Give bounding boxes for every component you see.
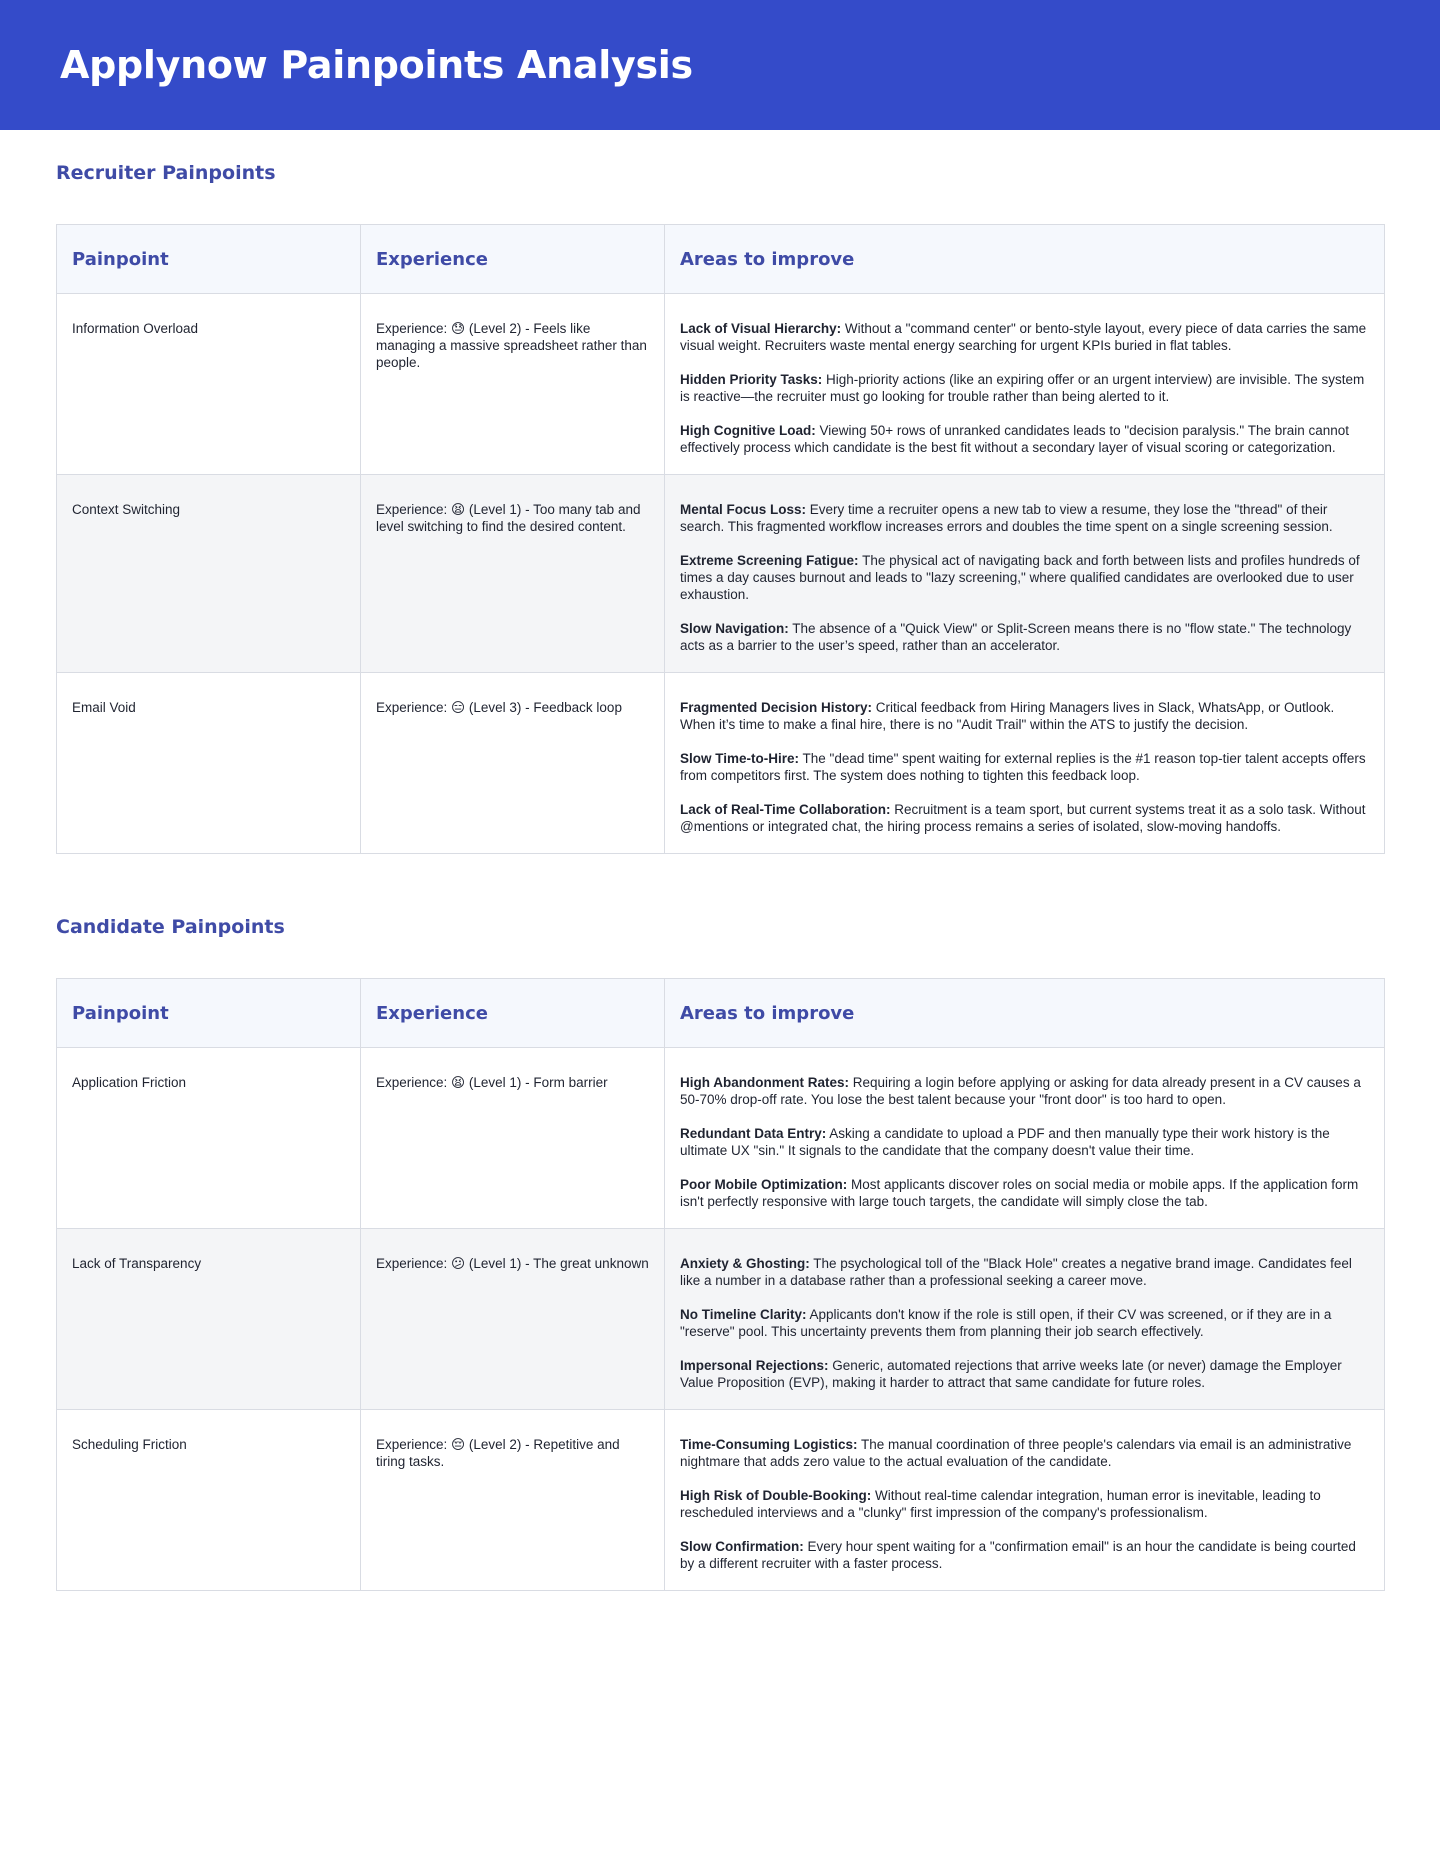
candidate-painpoints-section bbox=[0, 916, 1440, 1591]
improvement-title: High Abandonment Rates: bbox=[680, 1075, 850, 1090]
section-title: Recruiter Painpoints bbox=[56, 162, 276, 184]
column-header-areas: Areas to improve bbox=[665, 979, 1385, 1048]
improvement-title: Lack of Visual Hierarchy: bbox=[680, 321, 842, 336]
painpoint-cell: Information Overload bbox=[57, 294, 361, 475]
improvement-item bbox=[680, 1436, 1369, 1470]
column-header-painpoint: Painpoint bbox=[57, 225, 361, 294]
improvement-item bbox=[680, 620, 1369, 654]
improvement-item bbox=[680, 1255, 1369, 1289]
improvement-text: Without a "command center" or bento-style layout, every piece of data carries the same visual weight. Recruiters waste mental energy searching for urgent KPIs buried in flat tables. bbox=[680, 321, 1367, 353]
column-header-experience: Experience bbox=[361, 225, 665, 294]
improvement-text: Every hour spent waiting for a "confirmation email" is an hour the candidate is being courted by a different recruiter with a faster process. bbox=[680, 1539, 1356, 1571]
improvement-text: The manual coordination of three people's calendars via email is an administrative nightmare that adds zero value to the actual evaluation of the candidate. bbox=[680, 1437, 1352, 1469]
improvement-item bbox=[680, 1538, 1369, 1572]
improvement-text: Asking a candidate to upload a PDF and then manually type their work history is the ultimate UX "sin." It signals to the candidate that the company doesn't value their time. bbox=[680, 1126, 1330, 1158]
improvement-title: Lack of Real-Time Collaboration: bbox=[680, 802, 891, 817]
improvement-title: Slow Time-to-Hire: bbox=[680, 751, 800, 766]
column-header-painpoint: Painpoint bbox=[57, 979, 361, 1048]
areas-cell bbox=[665, 1410, 1385, 1591]
improvement-title: No Timeline Clarity: bbox=[680, 1307, 807, 1322]
improvement-item bbox=[680, 699, 1369, 733]
column-header-experience: Experience bbox=[361, 979, 665, 1048]
table-body bbox=[57, 294, 1385, 854]
table-body bbox=[57, 1048, 1385, 1591]
areas-cell bbox=[665, 1229, 1385, 1410]
improvement-text: Most applicants discover roles on social media or mobile apps. If the application form isn't perfectly responsive with large touch targets, the candidate will simply close the tab. bbox=[680, 1177, 1359, 1209]
improvement-item bbox=[680, 1074, 1369, 1108]
page-title: Applynow Painpoints Analysis bbox=[60, 43, 693, 87]
experience-cell: Experience: 😓 (Level 2) - Feels like managing a massive spreadsheet rather than people. bbox=[361, 294, 665, 475]
painpoint-cell: Lack of Transparency bbox=[57, 1229, 361, 1410]
improvement-text: The absence of a "Quick View" or Split-Screen means there is no "flow state." The technology acts as a barrier to the user’s speed, rather than an accelerator. bbox=[680, 621, 1352, 653]
improvement-text: Critical feedback from Hiring Managers lives in Slack, WhatsApp, or Outlook. When it’s time to make a final hire, there is no "Audit Trail" within the ATS to justify the decision. bbox=[680, 700, 1335, 732]
improvement-item bbox=[680, 1176, 1369, 1210]
table-row bbox=[57, 1410, 1385, 1591]
improvement-item bbox=[680, 501, 1369, 535]
improvement-title: Fragmented Decision History: bbox=[680, 700, 873, 715]
improvement-text: Requiring a login before applying or asking for data already present in a CV causes a 50-70% drop-off rate. You lose the best talent because your "front door" is too hard to open. bbox=[680, 1075, 1361, 1107]
improvement-text: The psychological toll of the "Black Hole" creates a negative brand image. Candidates feel like a number in a database rather than a professional seeking a career move. bbox=[680, 1256, 1352, 1288]
improvement-title: Hidden Priority Tasks: bbox=[680, 372, 823, 387]
improvement-title: High Cognitive Load: bbox=[680, 423, 816, 438]
improvement-text: Applicants don't know if the role is still open, if their CV was screened, or if they are in a "reserve" pool. This uncertainty prevents them from planning their job search effectively. bbox=[680, 1307, 1332, 1339]
recruiter-painpoints-table bbox=[56, 224, 1385, 854]
areas-cell bbox=[665, 1048, 1385, 1229]
improvement-title: Extreme Screening Fatigue: bbox=[680, 553, 859, 568]
painpoint-cell: Scheduling Friction bbox=[57, 1410, 361, 1591]
improvement-item bbox=[680, 801, 1369, 835]
improvement-item bbox=[680, 552, 1369, 603]
painpoint-cell: Application Friction bbox=[57, 1048, 361, 1229]
improvement-text: The physical act of navigating back and forth between lists and profiles hundreds of times a day causes burnout and leads to "lazy screening," where qualified candidates are overlooked due to user exhaustion. bbox=[680, 553, 1360, 602]
table-row bbox=[57, 294, 1385, 475]
areas-cell bbox=[665, 475, 1385, 673]
improvement-title: Redundant Data Entry: bbox=[680, 1126, 827, 1141]
improvement-item bbox=[680, 320, 1369, 354]
improvement-text: Generic, automated rejections that arrive weeks late (or never) damage the Employer Value Proposition (EVP), making it harder to attract that same candidate for future roles. bbox=[680, 1358, 1342, 1390]
page-header bbox=[0, 0, 1440, 130]
areas-cell bbox=[665, 673, 1385, 854]
section-title: Candidate Painpoints bbox=[56, 916, 285, 938]
improvement-item bbox=[680, 1306, 1369, 1340]
experience-cell: Experience: 😑 (Level 3) - Feedback loop bbox=[361, 673, 665, 854]
improvement-item bbox=[680, 371, 1369, 405]
improvement-item bbox=[680, 1125, 1369, 1159]
improvement-title: Anxiety & Ghosting: bbox=[680, 1256, 810, 1271]
improvement-text: Every time a recruiter opens a new tab to view a resume, they lose the "thread" of their search. This fragmented workflow increases errors and doubles the time spent on a single screening session. bbox=[680, 502, 1333, 534]
improvement-title: Poor Mobile Optimization: bbox=[680, 1177, 848, 1192]
table-row bbox=[57, 1048, 1385, 1229]
improvement-title: Mental Focus Loss: bbox=[680, 502, 807, 517]
table-row bbox=[57, 475, 1385, 673]
column-header-areas: Areas to improve bbox=[665, 225, 1385, 294]
experience-cell: Experience: 😕 (Level 1) - The great unknown bbox=[361, 1229, 665, 1410]
painpoint-cell: Email Void bbox=[57, 673, 361, 854]
table-row bbox=[57, 1229, 1385, 1410]
candidate-painpoints-table bbox=[56, 978, 1385, 1591]
improvement-text: High-priority actions (like an expiring offer or an urgent interview) are invisible. The system is reactive—the recruiter must go looking for trouble rather than being alerted to it. bbox=[680, 372, 1365, 404]
improvement-title: High Risk of Double-Booking: bbox=[680, 1488, 872, 1503]
improvement-title: Slow Navigation: bbox=[680, 621, 789, 636]
table-row bbox=[57, 673, 1385, 854]
experience-cell: Experience: 😫 (Level 1) - Too many tab and level switching to find the desired content. bbox=[361, 475, 665, 673]
table-header-row bbox=[57, 979, 1385, 1048]
improvement-title: Time-Consuming Logistics: bbox=[680, 1437, 858, 1452]
improvement-text: Viewing 50+ rows of unranked candidates leads to "decision paralysis." The brain cannot effectively process which candidate is the best fit without a secondary layer of visual scoring or categorization. bbox=[680, 423, 1350, 455]
improvement-item bbox=[680, 1357, 1369, 1391]
improvement-title: Slow Confirmation: bbox=[680, 1539, 804, 1554]
improvement-item bbox=[680, 1487, 1369, 1521]
improvement-text: Without real-time calendar integration, human error is inevitable, leading to rescheduled interviews and a "clunky" first impression of the company's professionalism. bbox=[680, 1488, 1321, 1520]
painpoint-cell: Context Switching bbox=[57, 475, 361, 673]
recruiter-painpoints-section bbox=[0, 162, 1440, 854]
areas-cell bbox=[665, 294, 1385, 475]
table-header-row bbox=[57, 225, 1385, 294]
experience-cell: Experience: 😔 (Level 2) - Repetitive and tiring tasks. bbox=[361, 1410, 665, 1591]
improvement-title: Impersonal Rejections: bbox=[680, 1358, 829, 1373]
experience-cell: Experience: 😫 (Level 1) - Form barrier bbox=[361, 1048, 665, 1229]
improvement-text: Recruitment is a team sport, but current systems treat it as a solo task. Without @mentions or integrated chat, the hiring process remains a series of isolated, slow-moving handoffs. bbox=[680, 802, 1366, 834]
improvement-item bbox=[680, 750, 1369, 784]
improvement-text: The "dead time" spent waiting for external replies is the #1 reason top-tier talent accepts offers from competitors first. The system does nothing to tighten this feedback loop. bbox=[680, 751, 1366, 783]
improvement-item bbox=[680, 422, 1369, 456]
